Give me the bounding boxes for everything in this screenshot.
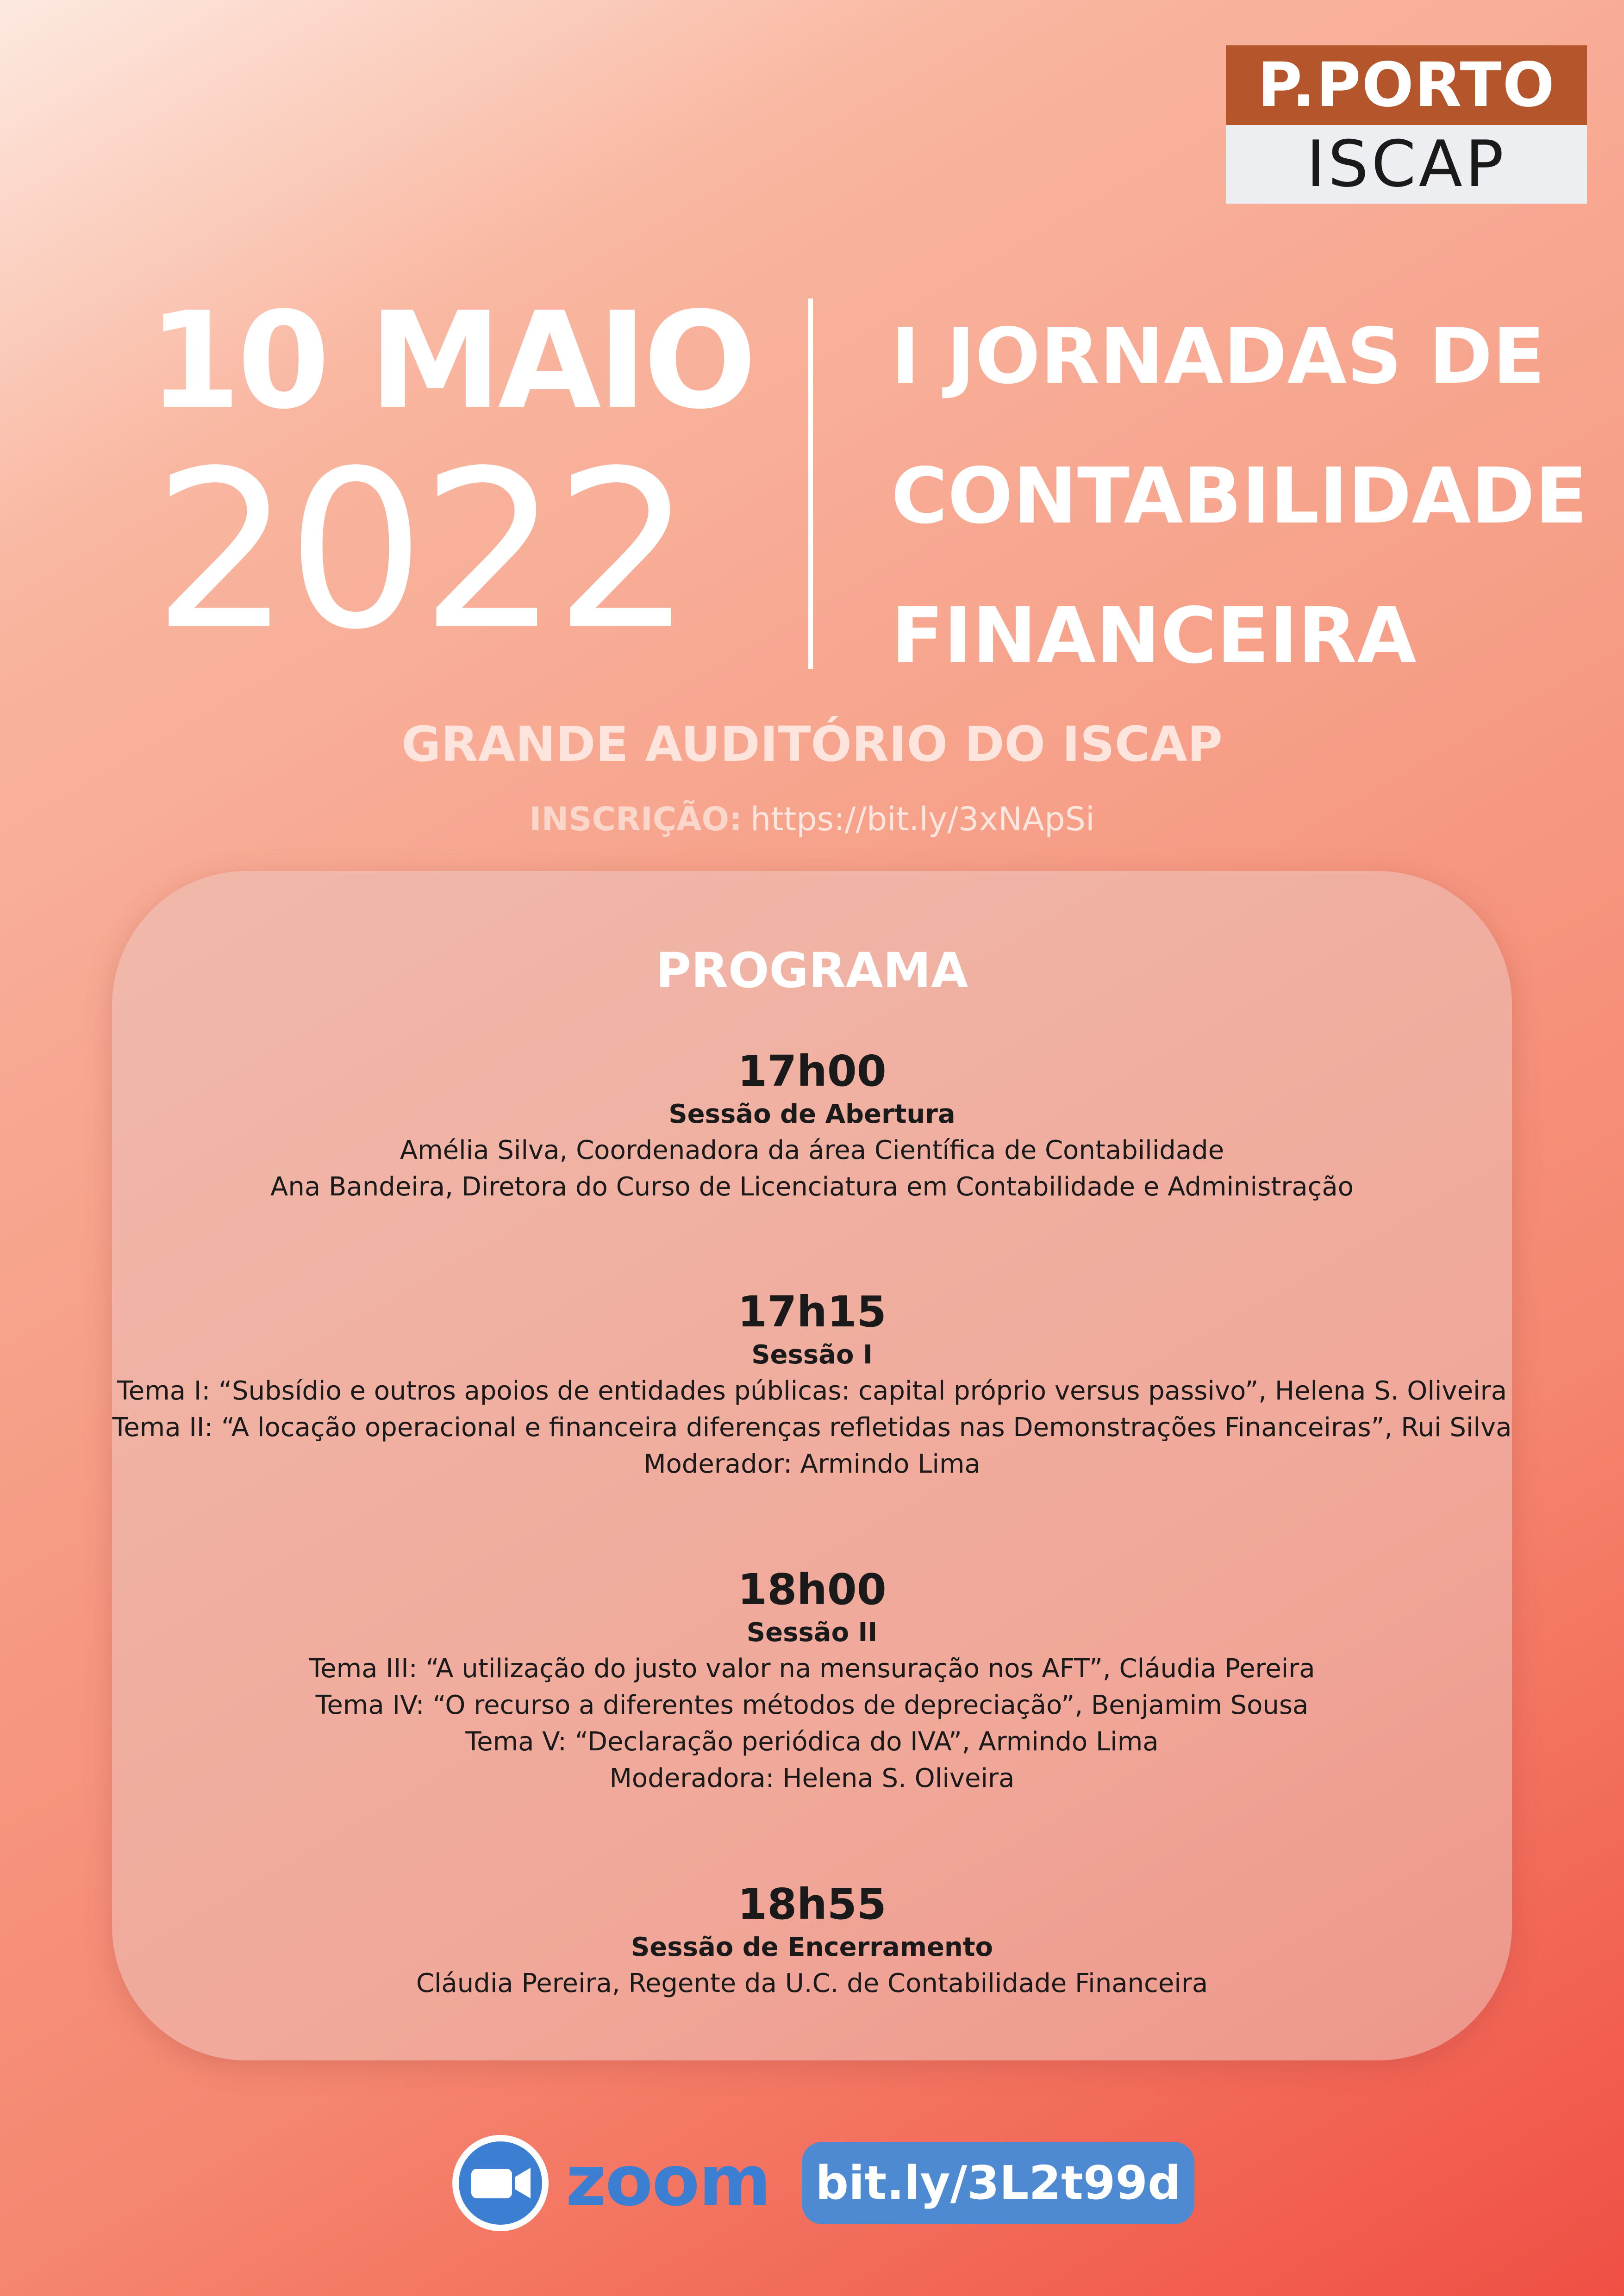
zoom-wordmark: zoom xyxy=(566,2141,770,2221)
event-title-line-1: I JORNADAS DE xyxy=(891,312,1545,401)
logo-iscap-text: ISCAP xyxy=(1226,125,1587,204)
session-line: Amélia Silva, Coordenadora da área Científica de Contabilidade xyxy=(400,1135,1224,1165)
zoom-link-badge[interactable]: bit.ly/3L2t99d xyxy=(802,2142,1194,2224)
session-line: Cláudia Pereira, Regente da U.C. de Contabilidade Financeira xyxy=(416,1968,1208,1998)
program-panel xyxy=(112,871,1512,2060)
session-line: Moderadora: Helena S. Oliveira xyxy=(609,1763,1015,1793)
session-line: Tema I: “Subsídio e outros apoios de entidades públicas: capital próprio versus passivo”, Helena S. Oliveira xyxy=(117,1376,1507,1406)
zoom-camera-icon xyxy=(450,2133,551,2234)
event-title-line-2: CONTABILIDADE xyxy=(891,452,1587,541)
session-closing xyxy=(112,1879,1512,2002)
session-name: Sessão de Abertura xyxy=(668,1099,956,1129)
registration xyxy=(0,796,1624,842)
session-line: Tema IV: “O recurso a diferentes métodos de depreciação”, Benjamim Sousa xyxy=(315,1690,1309,1720)
logo-pporto-text: P.PORTO xyxy=(1226,45,1587,125)
session-2 xyxy=(112,1564,1512,1797)
registration-label: INSCRIÇÃO: xyxy=(529,800,742,838)
event-title xyxy=(891,287,1613,706)
event-date-year: 2022 xyxy=(153,424,688,677)
session-opening xyxy=(112,1046,1512,1205)
session-time: 17h15 xyxy=(737,1287,887,1337)
registration-link[interactable]: https://bit.ly/3xNApSi xyxy=(750,800,1095,838)
session-time: 18h55 xyxy=(737,1879,887,1929)
session-name: Sessão II xyxy=(746,1618,878,1648)
session-1 xyxy=(112,1287,1512,1482)
session-time: 17h00 xyxy=(737,1046,887,1096)
session-line: Moderador: Armindo Lima xyxy=(643,1449,981,1479)
session-name: Sessão de Encerramento xyxy=(631,1932,993,1962)
session-line: Ana Bandeira, Diretora do Curso de Licenciatura em Contabilidade e Administração xyxy=(270,1172,1354,1202)
header-divider xyxy=(808,299,813,669)
venue: GRANDE AUDITÓRIO DO ISCAP xyxy=(401,716,1223,772)
session-line: Tema III: “A utilização do justo valor na mensuração nos AFT”, Cláudia Pereira xyxy=(309,1654,1315,1684)
event-date-day: 10 MAIO xyxy=(148,283,753,438)
event-title-line-3: FINANCEIRA xyxy=(891,591,1417,681)
program-title: PROGRAMA xyxy=(656,942,968,999)
session-line: Tema II: “A locação operacional e financeira diferenças refletidas nas Demonstrações Financeiras”, Rui Silva xyxy=(112,1412,1512,1443)
session-name: Sessão I xyxy=(751,1340,873,1370)
pporto-iscap-logo xyxy=(1226,45,1587,204)
session-time: 18h00 xyxy=(737,1565,887,1614)
session-line: Tema V: “Declaração periódica do IVA”, Armindo Lima xyxy=(465,1727,1159,1757)
